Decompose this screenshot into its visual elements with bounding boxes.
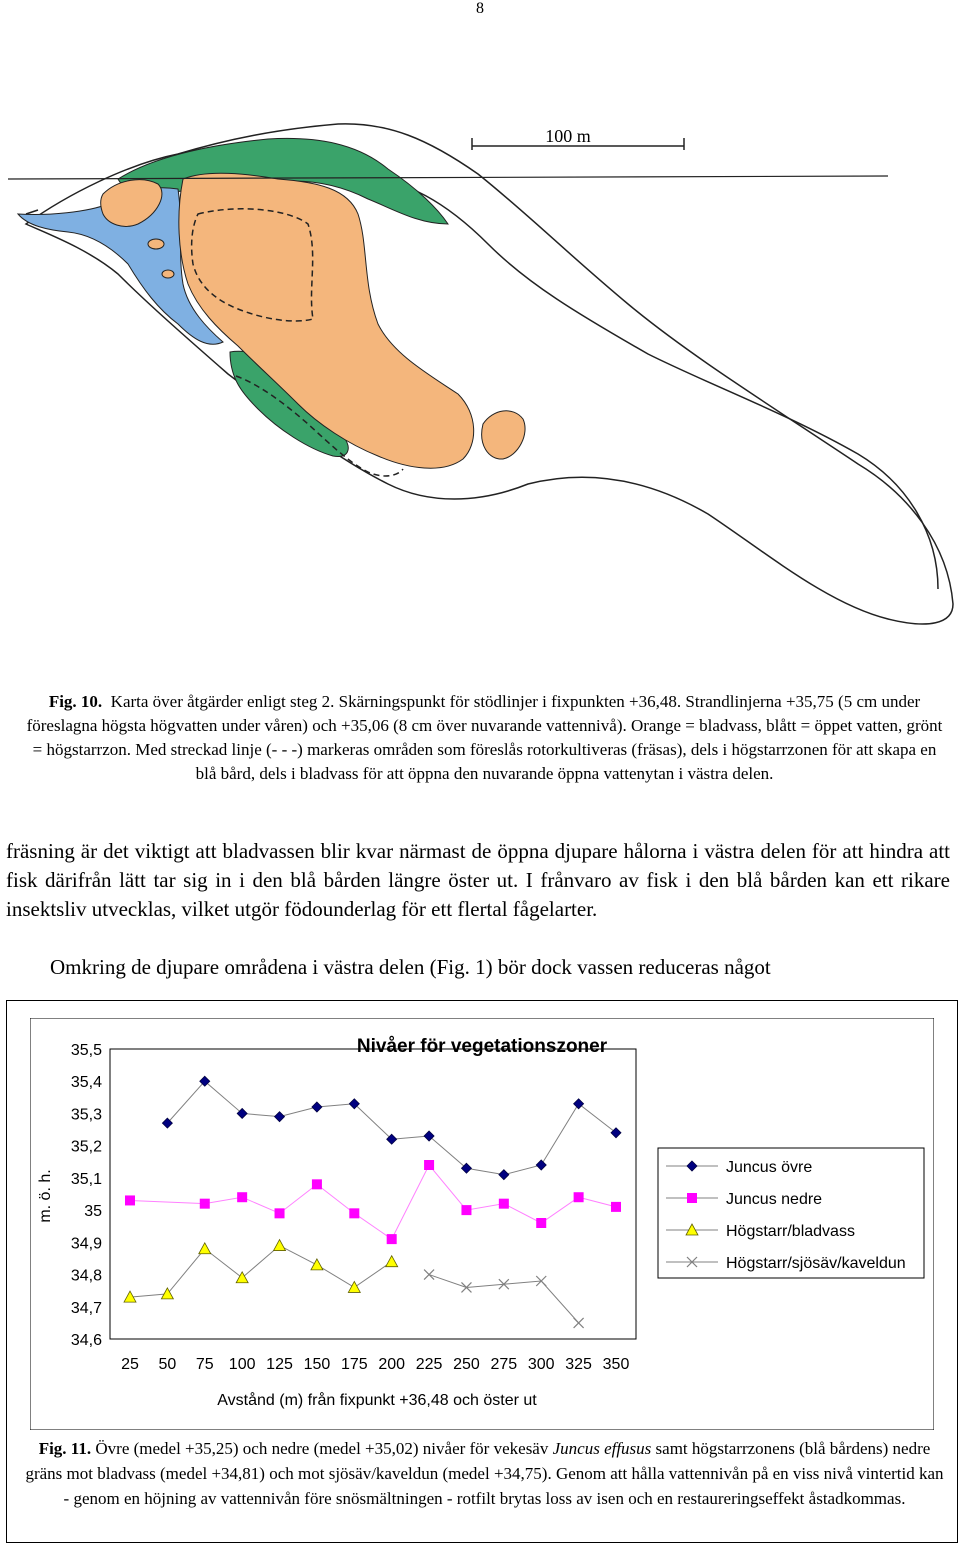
y-tick-label: 34,6 [70, 1332, 102, 1349]
data-point [499, 1199, 509, 1209]
legend-label: Högstarr/sjösäv/kaveldun [726, 1255, 906, 1272]
fig10-text: Karta över åtgärder enligt steg 2. Skärningspunkt för stödlinjer i fixpunkten +36,48. Strandlinjerna +35,75 (5 cm under föreslagna högsta högvatten under våren) och +35,06 (8 cm över nuvarande vattennivå). Orange = bladvass, blått = öppet vatten, grönt = högstarrzon. Med streckad linje (- - -) markeras områden som föreslås rotorkultiveras (fräsas), dels i högstarrzonen för att skapa en blå bård, dels i bladvass för att öppna den nuvarande öppna vattenytan i västra delen. [26, 692, 943, 783]
fig11-text-b: samt högstarrzonens (blå bårdens) nedre gräns mot bladvass (medel +34,81) och mot sjösäv/kaveldun (medel +34,75). Genom att hålla vattennivån på en viss nivå vintertid kan - genom en höjning av vattennivån före snösmältningen - rotfilt brytas loss av isen och en restaureringseffekt åstadkommas. [25, 1439, 944, 1508]
fig11-label: Fig. 11. [38, 1439, 92, 1458]
x-tick-label: 125 [266, 1356, 293, 1373]
x-tick-label: 300 [527, 1356, 555, 1373]
x-tick-label: 200 [378, 1356, 406, 1373]
y-tick-label: 34,8 [70, 1267, 102, 1285]
x-tick-label: 175 [340, 1356, 368, 1373]
lake-map [8, 84, 958, 684]
fig10-caption [22, 690, 947, 786]
fig11-caption [22, 1436, 947, 1511]
y-tick-label: 35,2 [70, 1138, 102, 1156]
data-point [687, 1193, 697, 1203]
page-number: 8 [476, 0, 484, 17]
chart-title: Nivåer för vegetationszoner [356, 1036, 608, 1057]
data-point [312, 1179, 322, 1189]
x-tick-label: 100 [228, 1356, 256, 1373]
fig10-label: Fig. 10. [48, 692, 103, 711]
data-point [125, 1195, 135, 1205]
scale-label: 100 m [545, 126, 591, 146]
level-chart [30, 1018, 934, 1430]
data-point [387, 1234, 397, 1244]
x-tick-label: 225 [415, 1356, 443, 1373]
x-tick-label: 150 [303, 1356, 331, 1373]
legend-label: Juncus nedre [726, 1191, 823, 1208]
y-axis-label: m. ö. h. [37, 1169, 54, 1223]
fig11-species: Juncus effusus [552, 1439, 652, 1458]
y-tick-label: 35,4 [70, 1074, 102, 1092]
x-tick-label: 50 [158, 1356, 177, 1373]
x-tick-label: 25 [121, 1356, 139, 1373]
data-point [349, 1208, 359, 1218]
x-tick-label: 75 [195, 1356, 214, 1373]
x-tick-label: 325 [565, 1356, 592, 1373]
data-point [461, 1205, 471, 1215]
legend-label: Högstarr/bladvass [726, 1223, 855, 1240]
x-tick-label: 350 [602, 1356, 630, 1373]
y-tick-label: 35,5 [70, 1042, 102, 1059]
data-point [611, 1202, 621, 1212]
x-axis-label: Avstånd (m) från fixpunkt +36,48 och öster ut [217, 1392, 537, 1409]
y-tick-label: 34,9 [70, 1235, 102, 1253]
fig11-text-a: Övre (medel +35,25) och nedre (medel +35,02) nivåer för vekesäv [95, 1439, 553, 1458]
data-point [424, 1160, 434, 1170]
y-tick-label: 35,3 [70, 1106, 102, 1124]
y-tick-label: 34,7 [70, 1299, 102, 1317]
body-paragraph: fräsning är det viktigt att bladvassen blir kvar närmast de öppna djupare hålorna i västra delen för att hindra att fisk därifrån lätt tar sig in i den blå bården längre öster ut. I frånvaro av fisk i den blå bården kan ett rikare insektsliv utvecklas, vilket utgör födounderlag för ett flertal fågelarter. [6, 839, 950, 921]
legend-label: Juncus övre [726, 1159, 813, 1176]
y-tick-label: 35,1 [70, 1170, 102, 1188]
data-point [237, 1192, 247, 1202]
x-tick-label: 275 [490, 1356, 518, 1373]
x-tick-label: 250 [453, 1356, 480, 1373]
data-point [275, 1208, 285, 1218]
data-point [536, 1218, 546, 1228]
data-point [200, 1199, 210, 1209]
data-point [574, 1192, 584, 1202]
body-paragraph-2: Omkring de djupare områdena i västra delen (Fig. 1) bör dock vassen reduceras något [50, 955, 771, 979]
y-tick-label: 35 [84, 1203, 102, 1221]
